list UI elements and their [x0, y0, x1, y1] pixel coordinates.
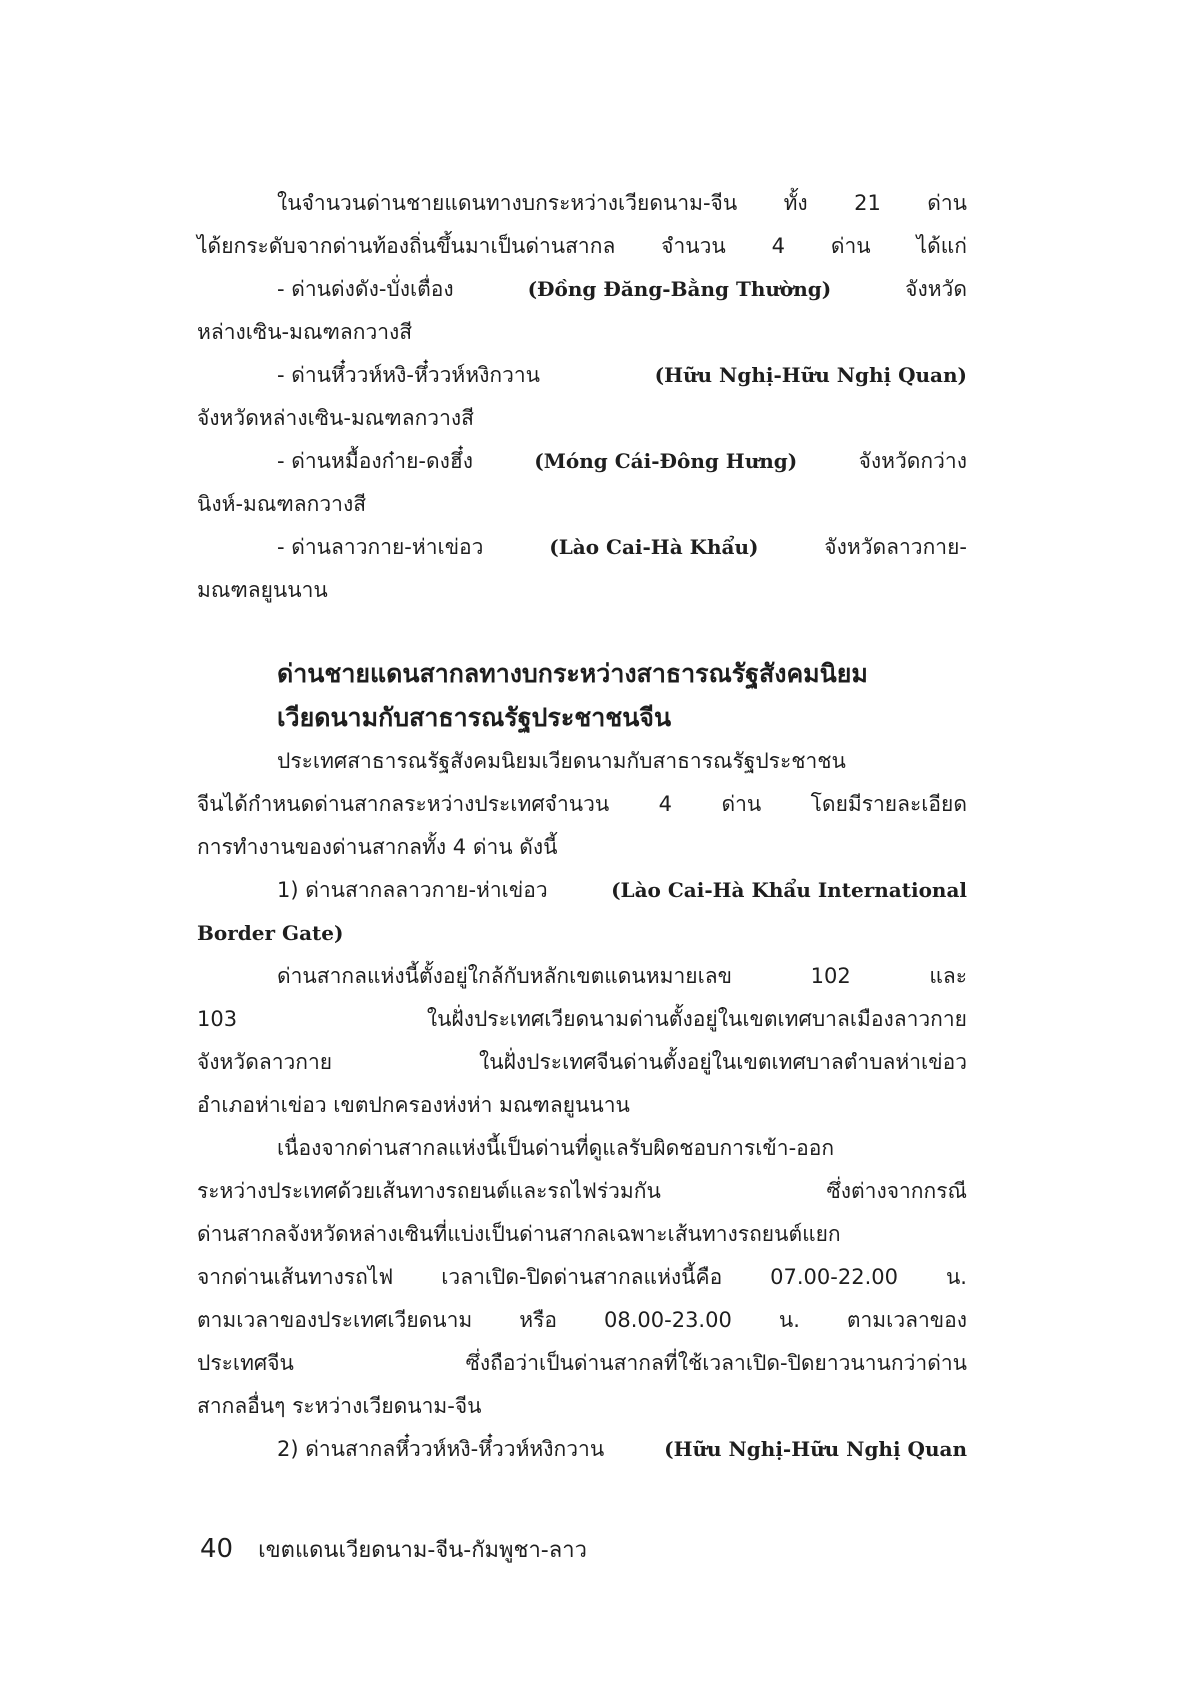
paragraph-4-line-3	[197, 1213, 967, 1256]
text: ด่าน	[721, 792, 762, 816]
gate-name-thai: - ด่านลาวกาย-ห่าเข่อว	[277, 535, 484, 559]
text: จังหวัดลาวกาย	[197, 1050, 333, 1074]
text: เวลาเปิด-ปิดด่านสากลแห่งนี้คือ	[441, 1265, 723, 1289]
gate-name-thai: - ด่านหึ๋ววห์หงิ-หึ๋ววห์หงิกวาน	[277, 363, 541, 387]
gate-3-line-1	[197, 440, 967, 483]
text: จำนวน	[661, 234, 726, 258]
gate-name-thai: - ด่านด่งดัง-บั่งเตื่อง	[277, 277, 454, 301]
text: ในฝั่งประเทศจีนด่านตั้งอยู่ในเขตเทศบาลตำบลห่าเข่อว	[479, 1050, 967, 1074]
running-title: เขตแดนเวียดนาม-จีน-กัมพูชา-ลาว	[258, 1538, 587, 1563]
text: โดยมีรายละเอียด	[810, 792, 967, 816]
gate-1-line-1	[197, 268, 967, 311]
text: ด่านสากลแห่งนี้ตั้งอยู่ใกล้กับหลักเขตแดนหมายเลข	[277, 964, 732, 988]
paragraph-1-line-1	[197, 182, 967, 225]
page-body	[197, 182, 967, 1471]
paragraph-3-line-1	[197, 955, 967, 998]
item-title-english: Border Gate)	[197, 921, 344, 945]
paragraph-1-line-2	[197, 225, 967, 268]
text: ระหว่างประเทศด้วยเส้นทางรถยนต์และรถไฟร่วมกัน	[197, 1179, 661, 1203]
text: หล่างเซิน-มณฑลกวางสี	[197, 320, 413, 344]
paragraph-4-line-5	[197, 1299, 967, 1342]
text: ในจำนวนด่านชายแดนทางบกระหว่างเวียดนาม-จีน	[277, 191, 738, 215]
text: ด่าน	[927, 191, 967, 215]
text: จีนได้กำหนดด่านสากลระหว่างประเทศจำนวน	[197, 792, 610, 816]
text: 07.00-22.00	[770, 1265, 898, 1289]
gate-1-line-2	[197, 311, 967, 354]
item-title-thai: 2) ด่านสากลหึ๋ววห์หงิ-หึ๋ววห์หงิกวาน	[277, 1437, 605, 1461]
gate-name-thai: - ด่านหมื้องก๋าย-ดงฮึ๋ง	[277, 449, 473, 473]
text: จังหวัด	[905, 277, 967, 301]
text: และ	[929, 964, 967, 988]
text: ประเทศจีน	[197, 1351, 294, 1375]
text: ตามเวลาของประเทศเวียดนาม	[197, 1308, 473, 1332]
gate-4-line-1	[197, 526, 967, 569]
gate-4-line-2	[197, 569, 967, 612]
paragraph-3-line-2	[197, 998, 967, 1041]
text: 102	[810, 964, 851, 988]
item-title-english: (Lào Cai-Hà Khẩu International	[611, 878, 967, 902]
text: ซึ่งต่างจากกรณี	[826, 1179, 967, 1203]
text: จังหวัดกว่าง	[858, 449, 967, 473]
text: น.	[945, 1265, 967, 1289]
section-heading-line-1: ด่านชายแดนสากลทางบกระหว่างสาธารณรัฐสังคมนิยม	[277, 659, 868, 688]
text: จังหวัดหล่างเซิน-มณฑลกวางสี	[197, 406, 474, 430]
item-2-line-1	[197, 1428, 967, 1471]
text: 21	[854, 191, 881, 215]
text: ได้ยกระดับจากด่านท้องถิ่นขึ้นมาเป็นด่านสากล	[197, 234, 616, 258]
section-heading-line-2: เวียดนามกับสาธารณรัฐประชาชนจีน	[277, 703, 672, 732]
gate-2-line-2	[197, 397, 967, 440]
gate-2-line-1	[197, 354, 967, 397]
section-gap	[197, 612, 967, 652]
text: ซึ่งถือว่าเป็นด่านสากลที่ใช้เวลาเปิด-ปิดยาวนานกว่าด่าน	[465, 1351, 967, 1375]
item-1-line-1	[197, 869, 967, 912]
paragraph-4-line-6	[197, 1342, 967, 1385]
text: ด่านสากลจังหวัดหล่างเซินที่แบ่งเป็นด่านสากลเฉพาะเส้นทางรถยนต์แยก	[197, 1222, 841, 1246]
text: ในฝั่งประเทศเวียดนามด่านตั้งอยู่ในเขตเทศบาลเมืองลาวกาย	[426, 1007, 967, 1031]
text: หรือ	[519, 1308, 558, 1332]
text: อำเภอห่าเข่อว เขตปกครองห่งห่า มณฑลยูนนาน	[197, 1093, 630, 1117]
text: น.	[778, 1308, 800, 1332]
gate-name-vietnamese: (Đồng Đăng-Bằng Thường)	[527, 277, 832, 301]
paragraph-4-line-7	[197, 1385, 967, 1428]
text: เนื่องจากด่านสากลแห่งนี้เป็นด่านที่ดูแลรับผิดชอบการเข้า-ออก	[277, 1136, 835, 1160]
paragraph-4-line-4	[197, 1256, 967, 1299]
text: 4	[771, 234, 786, 258]
text: ตามเวลาของ	[846, 1308, 967, 1332]
text: ด่าน	[830, 234, 871, 258]
paragraph-2-line-1	[197, 740, 967, 783]
paragraph-4-line-2	[197, 1170, 967, 1213]
text: มณฑลยูนนาน	[197, 578, 328, 602]
gate-3-line-2	[197, 483, 967, 526]
gate-name-vietnamese: (Lào Cai-Hà Khẩu)	[549, 535, 759, 559]
page-number: 40	[200, 1534, 234, 1564]
page-footer	[200, 1531, 587, 1569]
item-title-vietnamese: (Hữu Nghị-Hữu Nghị Quan	[664, 1437, 967, 1461]
paragraph-2-line-3	[197, 826, 967, 869]
gate-name-vietnamese: (Hữu Nghị-Hữu Nghị Quan)	[654, 363, 967, 387]
text: 4	[658, 792, 673, 816]
paragraph-3-line-4	[197, 1084, 967, 1127]
paragraph-4-line-1	[197, 1127, 967, 1170]
text: จากด่านเส้นทางรถไฟ	[197, 1265, 394, 1289]
text: 08.00-23.00	[604, 1308, 732, 1332]
text: การทำงานของด่านสากลทั้ง 4 ด่าน ดังนี้	[197, 835, 558, 859]
item-title-thai: 1) ด่านสากลลาวกาย-ห่าเข่อว	[277, 878, 548, 902]
text: ประเทศสาธารณรัฐสังคมนิยมเวียดนามกับสาธารณรัฐประชาชน	[277, 749, 846, 773]
text: นิงห์-มณฑลกวางสี	[197, 492, 367, 516]
text: ทั้ง	[783, 191, 808, 215]
text: สากลอื่นๆ ระหว่างเวียดนาม-จีน	[197, 1394, 482, 1418]
text: ได้แก่	[916, 234, 967, 258]
gate-name-vietnamese: (Móng Cái-Đông Hưng)	[534, 449, 798, 473]
text: 103	[197, 1007, 238, 1031]
item-1-line-2	[197, 912, 967, 955]
text: จังหวัดลาวกาย-	[824, 535, 967, 559]
paragraph-3-line-3	[197, 1041, 967, 1084]
paragraph-2-line-2	[197, 783, 967, 826]
